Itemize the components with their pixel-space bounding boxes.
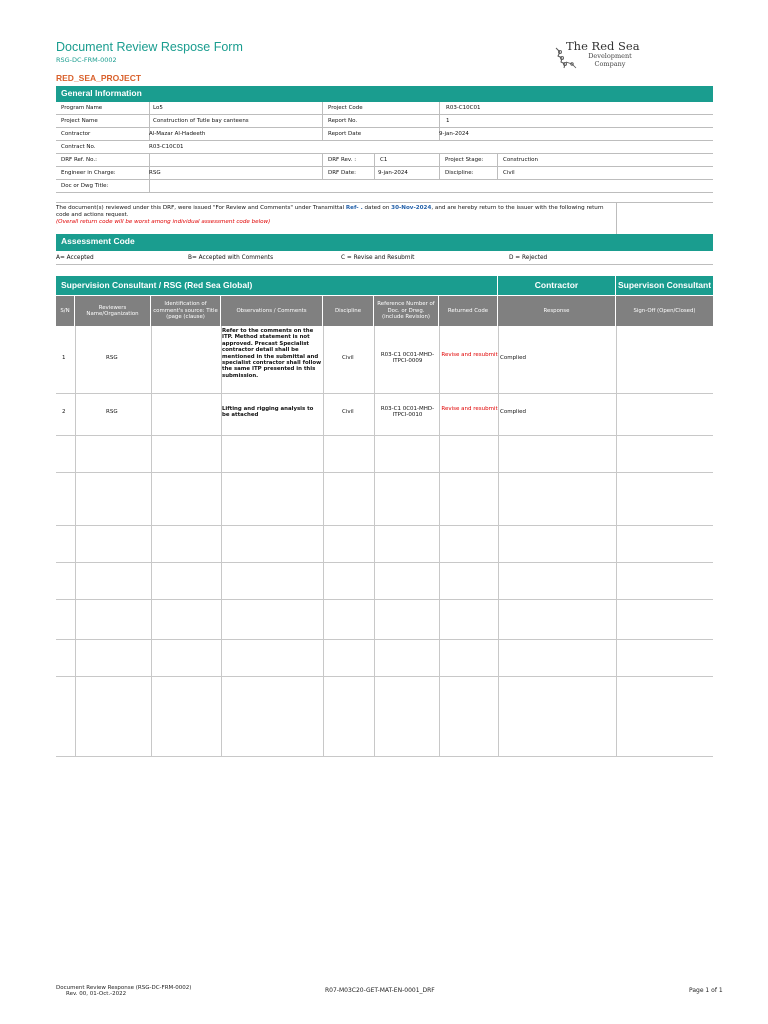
gi-label: Discipline:: [445, 170, 474, 176]
row-reference: R03-C1 0C01-MHD-ITPCI-0009: [380, 352, 435, 365]
table-cell-empty: [151, 640, 152, 676]
table-cell-empty: [616, 473, 617, 525]
gi-label: Doc or Dwg Title:: [61, 183, 109, 189]
gi-label: Project Code: [328, 105, 363, 111]
col-reviewer: Reviewers Name/Organization: [75, 296, 150, 326]
table-row-empty: [56, 526, 713, 563]
table-cell-empty: [616, 526, 617, 562]
table-cell-empty: [221, 677, 222, 756]
col-discipline: Discipline: [323, 296, 373, 326]
col-response: Response: [498, 296, 615, 326]
table-cell-empty: [374, 600, 375, 639]
gi-value: R03-C10C01: [149, 144, 184, 150]
table-row-empty: [56, 563, 713, 600]
gi-row-engineer: [56, 167, 713, 180]
footer-document-number: R07-M03C20-GET-MAT-EN-0001_DRF: [325, 987, 435, 994]
gi-label: Report No.: [328, 118, 358, 124]
table-cell-empty: [498, 436, 499, 472]
table-cell-empty: [616, 600, 617, 639]
table-cell-empty: [498, 640, 499, 676]
table-cell-empty: [374, 526, 375, 562]
project-label: RED_SEA_PROJECT: [56, 73, 142, 83]
transmittal-date: 30-Nov-2024: [391, 205, 432, 211]
table-cell-empty: [498, 677, 499, 756]
table-cell-empty: [221, 600, 222, 639]
assessment-codes: [56, 251, 713, 265]
general-information-header: General Information: [56, 86, 713, 102]
table-row-empty: [56, 677, 713, 757]
statement-text: dated on: [362, 205, 392, 211]
table-cell-empty: [75, 473, 76, 525]
table-cell-empty: [221, 473, 222, 525]
table-cell-empty: [221, 640, 222, 676]
table-cell-empty: [439, 563, 440, 599]
col-signoff: Sign-Off (Open/Closed): [616, 296, 713, 326]
row-discipline: Civil: [342, 409, 354, 415]
table-cell-empty: [221, 563, 222, 599]
company-logo: [552, 38, 662, 74]
gi-label: Program Name: [61, 105, 103, 111]
rsg-section-header: Supervision Consultant / RSG (Red Sea Global): [56, 276, 497, 295]
table-cell-empty: [439, 526, 440, 562]
row-observation: Refer to the comments on the ITP. Method statement is not approved. Precast Specialist contractor detail shall be mentioned in the submittal and specialist contractor shall follow the same ITP presented in this submission.: [222, 328, 322, 379]
table-cell-empty: [323, 526, 324, 562]
statement-text: , and are hereby return to the issuer with the following return code and actions request.: [56, 205, 604, 218]
general-information-table: [56, 102, 713, 193]
gi-label: Engineer in Charge:: [61, 170, 116, 176]
row-reference: R03-C1 0C01-MHD-ITPCI-0010: [380, 406, 435, 419]
table-cell-empty: [151, 677, 152, 756]
table-cell-empty: [151, 473, 152, 525]
gi-label: Project Name: [61, 118, 98, 124]
col-reference: Reference Number of Doc. or Drwg. (include Revision): [374, 296, 438, 326]
row-sn: 2: [62, 409, 66, 415]
table-cell-empty: [498, 526, 499, 562]
table-cell-empty: [323, 677, 324, 756]
transmittal-ref: Ref- .: [345, 205, 363, 211]
table-cell-empty: [616, 563, 617, 599]
code-a: A= Accepted: [56, 255, 94, 261]
review-statement: [56, 205, 616, 226]
table-cell-empty: [75, 526, 76, 562]
logo-sub-line-2: Company: [594, 59, 626, 68]
gi-value: RSG: [149, 170, 161, 176]
row-response: Complied: [500, 355, 526, 361]
gi-label: Contractor: [61, 131, 91, 137]
table-cell-empty: [323, 436, 324, 472]
table-cell-empty: [75, 640, 76, 676]
supervision-section-header: Supervison Consultant: [616, 276, 713, 295]
gi-label: DRF Rev. :: [328, 157, 357, 163]
row-reviewer: RSG: [106, 409, 118, 415]
table-cell-empty: [498, 563, 499, 599]
gi-row-program: [56, 102, 713, 115]
statement-text: The document(s) reviewed under this DRF, were issued "For Review and Comments" under Transmittal: [56, 205, 346, 211]
table-cell-empty: [439, 677, 440, 756]
gi-row-doc-title: [56, 180, 713, 193]
gi-value: Construction of Tutle bay canteens: [153, 118, 249, 124]
col-observations: Observations / Comments: [221, 296, 322, 326]
col-identification: Identification of comment's source: Title (page (clause): [151, 296, 220, 326]
footer-revision: Rev. 00, 01-Oct.-2022: [66, 991, 127, 998]
gi-label: DRF Date:: [328, 170, 356, 176]
table-row-empty: [56, 473, 713, 526]
table-row: [56, 326, 713, 394]
col-returned-code: Returned Code: [439, 296, 497, 326]
row-sn: 1: [62, 355, 66, 361]
gi-label: DRF Ref. No.:: [61, 157, 97, 163]
row-returned-code: Revise and resubmit: [441, 352, 498, 358]
table-cell-empty: [616, 677, 617, 756]
row-response: Complied: [500, 409, 526, 415]
gi-label: Project Stage:: [445, 157, 484, 163]
table-cell-empty: [323, 600, 324, 639]
table-cell-empty: [323, 473, 324, 525]
gi-value: Construction: [503, 157, 539, 163]
gi-value: 9-jan-2024: [439, 131, 469, 137]
footer-form-name: Document Review Response (RSG-DC-FRM-0002): [56, 985, 192, 991]
footer-form-info: [56, 985, 191, 998]
gi-row-contract-no: [56, 141, 713, 154]
table-cell-empty: [374, 436, 375, 472]
row-observation: Lifting and rigging analysis to be attached: [222, 406, 314, 419]
gi-row-drf-ref: [56, 154, 713, 167]
table-cell-empty: [616, 436, 617, 472]
table-cell-empty: [616, 640, 617, 676]
gi-label: Contract No.: [61, 144, 96, 150]
gi-row-project-name: [56, 115, 713, 128]
table-cell-empty: [151, 436, 152, 472]
table-cell-empty: [151, 526, 152, 562]
table-cell-empty: [151, 600, 152, 639]
statement-note: (Overall return code will be worst among individual assessment code below): [56, 219, 271, 225]
gi-value: 1: [446, 118, 450, 124]
table-cell-empty: [75, 436, 76, 472]
gi-value: C1: [380, 157, 388, 163]
table-cell-empty: [374, 473, 375, 525]
table-cell-empty: [75, 600, 76, 639]
gi-value: Al-Mazar Al-Hadeeth: [149, 131, 206, 137]
table-row-empty: [56, 640, 713, 677]
table-cell-empty: [221, 436, 222, 472]
gi-value: Civil: [503, 170, 515, 176]
row-returned-code: Revise and resubmit: [441, 406, 498, 412]
table-cell-empty: [374, 677, 375, 756]
review-table-body: [56, 326, 713, 757]
table-cell-empty: [439, 600, 440, 639]
logo-sub-line-1: Development: [588, 52, 632, 60]
table-cell-empty: [439, 473, 440, 525]
gi-value: R03-C10C01: [446, 105, 481, 111]
logo-title: The Red Sea: [566, 39, 640, 53]
table-cell-empty: [374, 640, 375, 676]
gi-value: 9-jan-2024: [378, 170, 408, 176]
table-cell-empty: [498, 600, 499, 639]
table-row-empty: [56, 600, 713, 640]
table-cell-empty: [75, 563, 76, 599]
table-cell-empty: [374, 563, 375, 599]
gi-label: Report Date: [328, 131, 362, 137]
col-sn: S/N: [56, 296, 74, 326]
row-reviewer: RSG: [106, 355, 118, 361]
contractor-section-header: Contractor: [498, 276, 615, 295]
footer-page-number: Page 1 of 1: [689, 987, 723, 994]
table-cell-empty: [498, 473, 499, 525]
table-cell-empty: [439, 640, 440, 676]
gi-row-contractor: [56, 128, 713, 141]
table-cell-empty: [221, 526, 222, 562]
table-cell-empty: [439, 436, 440, 472]
table-cell-empty: [323, 563, 324, 599]
assessment-code-header: Assessment Code: [56, 234, 713, 251]
table-row-empty: [56, 436, 713, 473]
code-d: D = Rejected: [509, 255, 548, 261]
table-cell-empty: [151, 563, 152, 599]
code-c: C = Revise and Resubmit: [341, 255, 415, 261]
table-row: [56, 394, 713, 436]
table-cell-empty: [75, 677, 76, 756]
row-discipline: Civil: [342, 355, 354, 361]
table-cell-empty: [323, 640, 324, 676]
page-title: Document Review Respose Form: [56, 40, 243, 54]
code-b: B= Accepted with Comments: [188, 255, 274, 261]
logo-subtitle: [586, 53, 634, 68]
form-code: RSG-DC-FRM-0002: [56, 56, 117, 64]
gi-value: Lo5: [153, 105, 163, 111]
